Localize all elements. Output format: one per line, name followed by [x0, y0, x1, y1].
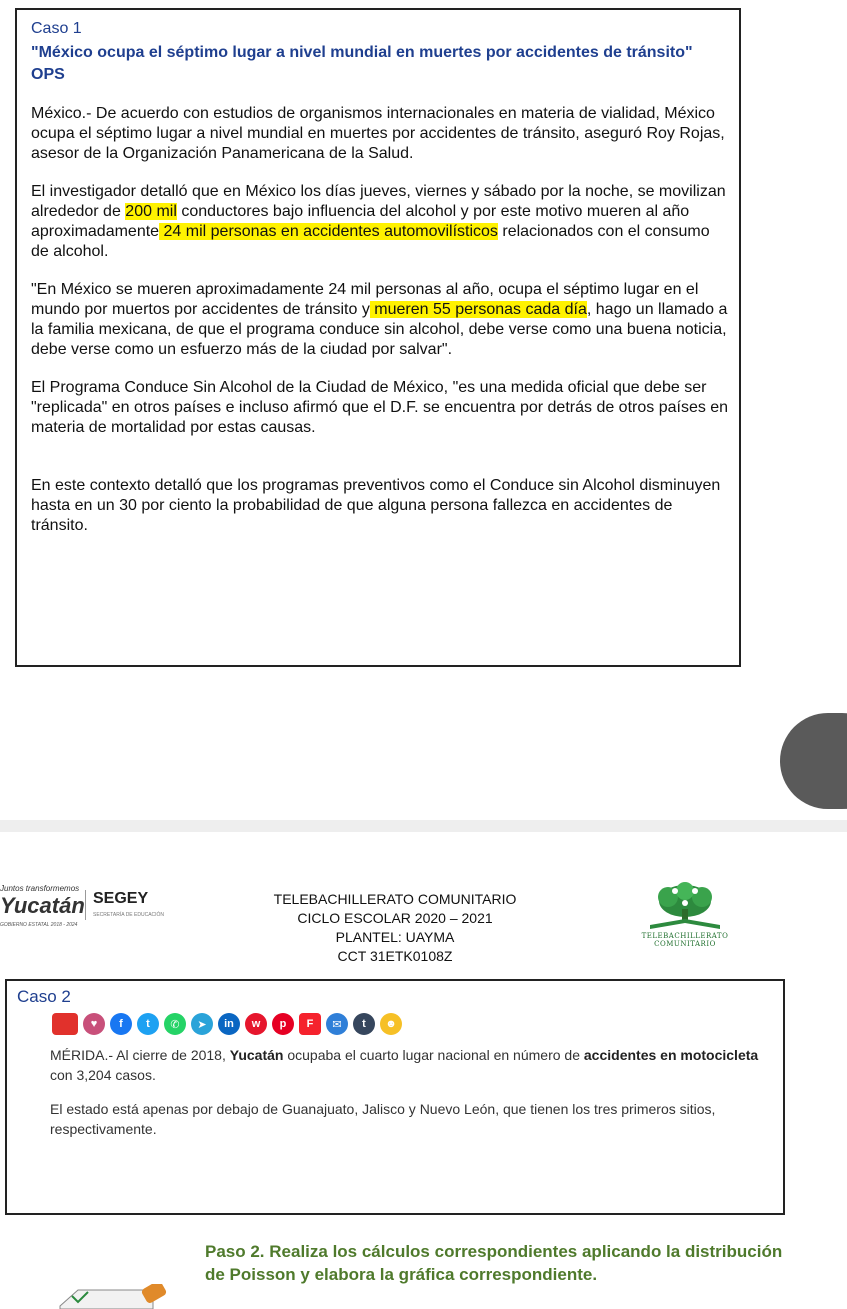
telebachillerato-logo-text: [630, 932, 740, 948]
c2-text-a: MÉRIDA.- Al cierre de 2018,: [50, 1047, 230, 1063]
segey-subtitle: SECRETARÍA DE EDUCACIÓN: [93, 912, 165, 918]
email-share-icon[interactable]: ✉: [326, 1013, 348, 1035]
school-cycle: CICLO ESCOLAR 2020 – 2021: [297, 910, 493, 926]
highlight-55-personas: mueren 55 personas cada día: [369, 301, 587, 318]
weibo-share-icon[interactable]: w: [245, 1013, 267, 1035]
pinterest-share-icon[interactable]: p: [272, 1013, 294, 1035]
gov-slogan: Juntos transformemos: [0, 884, 80, 893]
highlight-24-mil: 24 mil personas en accidentes automovilísticos: [159, 223, 498, 240]
linkedin-share-icon[interactable]: in: [218, 1013, 240, 1035]
p2-text-a: El investigador detalló que en México los días jueves, viernes y sábado por la noche, se movilizan alrededor de: [31, 183, 726, 220]
flipboard-f-share-icon[interactable]: F: [299, 1013, 321, 1035]
gov-term: GOBIERNO ESTATAL 2018 - 2024: [0, 922, 78, 928]
case-1-paragraph-3: [31, 280, 729, 360]
case-1-headline: "México ocupa el séptimo lugar a nivel mundial en muertes por accidentes de tránsito": [31, 44, 693, 61]
gov-name: Yucatán: [0, 893, 85, 918]
case-2-paragraph-1: [50, 1045, 773, 1085]
page-divider: [0, 820, 847, 832]
emoji-share-icon[interactable]: ☻: [380, 1013, 402, 1035]
case-1-paragraph-2: [31, 182, 729, 262]
case-1-source: OPS: [31, 66, 65, 83]
case-1-paragraph-1: México.- De acuerdo con estudios de organismos internacionales en materia de vialidad, México ocupa el séptimo lugar a nivel mundial en muertes por accidentes de tránsito, aseguró Roy Rojas, asesor de la Organización Panamericana de la Salud.: [31, 105, 725, 162]
case-2-box: [5, 979, 785, 1215]
twitter-share-icon[interactable]: t: [137, 1013, 159, 1035]
pencil-paper-icon: [58, 1284, 168, 1309]
telegram-share-icon[interactable]: ➤: [191, 1013, 213, 1035]
school-cct: CCT 31ETK0108Z: [337, 948, 453, 964]
page-two: [0, 832, 847, 1307]
case-2-paragraph-2: El estado está apenas por debajo de Guanajuato, Jalisco y Nuevo León, que tienen los tres primeros sitios, respectivamente.: [50, 1101, 716, 1137]
case-1-paragraph-4: El Programa Conduce Sin Alcohol de la Ciudad de México, "es una medida oficial que debe ser "replicada" en otros países e incluso afirmó que el D.F. se encuentra por detrás de otros países en materia de mortalidad por estas causas.: [31, 379, 729, 436]
segey-logo: SEGEY: [93, 890, 149, 907]
case-1-box: [15, 8, 741, 667]
case-2-title: Caso 2: [17, 987, 71, 1006]
case-1-title: Caso 1: [31, 20, 82, 37]
logo-separator: [85, 890, 86, 920]
tele-name-line-1: TELEBACHILLERATO: [641, 932, 729, 940]
p3-text-b: , hago un llamado a la familia mexicana, de que el programa conduce sin alcohol, debe verse como una buena noticia, debe verse como un esfuerzo más de la ciudad por salvar".: [31, 301, 728, 358]
p3-text-a: "En México se mueren aproximadamente 24 mil personas al año, ocupa el séptimo lugar en el mundo por muertos por accidentes de tránsito y: [31, 281, 699, 318]
facebook-share-icon[interactable]: f: [110, 1013, 132, 1035]
like-share-icon[interactable]: ♥: [83, 1013, 105, 1035]
case-1-paragraph-5: En este contexto detalló que los programas preventivos como el Conduce sin Alcohol disminuyen hasta en un 30 por ciento la probabilidad de que alguna persona fallezca en accidentes de tránsito.: [31, 477, 721, 534]
c2-bold-yucatan: Yucatán: [229, 1047, 284, 1063]
tumblr-share-icon[interactable]: t: [353, 1013, 375, 1035]
p2-text-b: conductores bajo influencia del alcohol y por este motivo mueren al año aproximadamente: [31, 203, 690, 240]
school-campus: PLANTEL: UAYMA: [335, 929, 455, 945]
whatsapp-share-icon[interactable]: ✆: [164, 1013, 186, 1035]
tele-name-line-2: COMUNITARIO: [654, 940, 716, 948]
flipboard-share-icon[interactable]: [52, 1013, 78, 1035]
c2-bold-motos: accidentes en motocicleta: [583, 1047, 759, 1063]
step-2-instruction: Paso 2. Realiza los cálculos correspondientes aplicando la distribución de Poisson y elabora la gráfica correspondiente.: [205, 1242, 783, 1284]
highlight-200-mil: 200 mil: [125, 203, 177, 220]
school-header: [230, 890, 560, 966]
school-name: TELEBACHILLERATO COMUNITARIO: [273, 891, 517, 907]
scroll-handle[interactable]: [780, 713, 847, 809]
c2-text-e: con 3,204 casos.: [50, 1067, 156, 1083]
c2-text-c: ocupaba el cuarto lugar nacional en número de: [283, 1047, 584, 1063]
p2-text-c: relacionados con el consumo de alcohol.: [31, 223, 710, 260]
share-icons-row: [52, 1013, 773, 1035]
